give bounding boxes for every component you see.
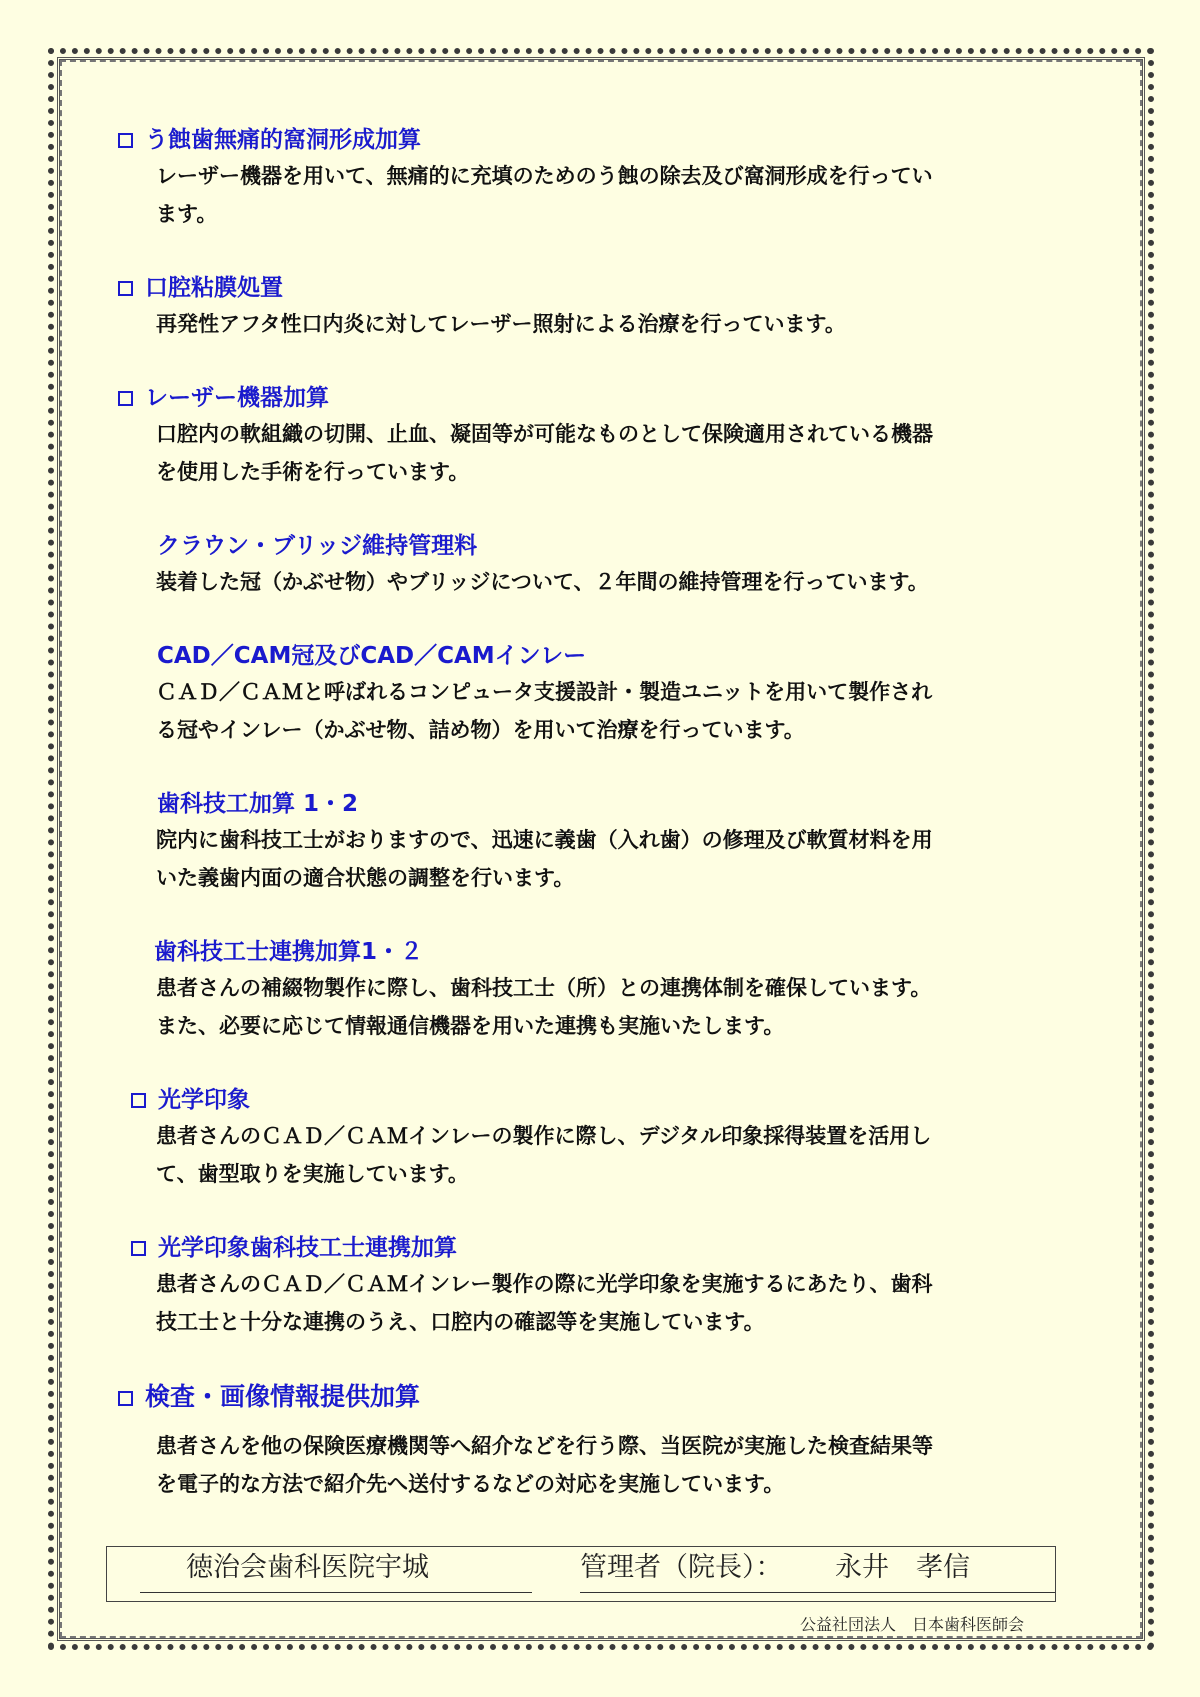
section-heading — [0, 124, 1200, 156]
body-line: 再発性アフタ性口内炎に対してレーザー照射による治療を行っています。 — [156, 312, 846, 336]
section-body — [0, 969, 1200, 1045]
body-line: 装着した冠（かぶせ物）やブリッジについて、２年間の維持管理を行っています。 — [156, 570, 929, 594]
section-heading — [0, 272, 1200, 304]
section-title: CAD／CAM冠及びCAD／CAMインレー — [157, 643, 587, 669]
section-heading — [0, 382, 1200, 414]
body-line: 患者さんの補綴物製作に際し、歯科技工士（所）との連携体制を確保しています。 — [156, 976, 932, 1000]
section-title: 歯科技工加算 1・2 — [157, 791, 359, 817]
section-body — [0, 1117, 1200, 1193]
section-heading — [0, 530, 1200, 562]
section-crown-bridge — [0, 530, 1200, 601]
clinic-underline — [140, 1592, 532, 1593]
section-cad-cam — [0, 640, 1200, 749]
body-line: いた義歯内面の適合状態の調整を行います。 — [156, 866, 575, 890]
section-body — [0, 821, 1200, 897]
body-line: 患者さんを他の保険医療機関等へ紹介などを行う際、当医院が実施した検査結果等 — [156, 1434, 933, 1458]
checkbox-icon — [131, 1093, 146, 1108]
section-heading — [0, 640, 1200, 672]
section-body — [0, 157, 1200, 233]
section-title: クラウン・ブリッジ維持管理料 — [157, 533, 478, 559]
body-line: また、必要に応じて情報通信機器を用いた連携も実施いたします。 — [156, 1014, 785, 1038]
body-line: を電子的な方法で紹介先へ送付するなどの対応を実施しています。 — [156, 1472, 785, 1496]
section-title: レーザー機器加算 — [145, 385, 329, 411]
section-body — [0, 415, 1200, 491]
section-body — [0, 1265, 1200, 1341]
checkbox-icon — [118, 1391, 133, 1406]
section-title: 光学印象 — [158, 1087, 250, 1113]
section-body — [0, 563, 1200, 601]
section-body — [0, 1427, 1200, 1503]
section-oral-mucosa — [0, 272, 1200, 343]
body-line: 院内に歯科技工士がおりますので、迅速に義歯（入れ歯）の修理及び軟質材料を用 — [156, 828, 933, 852]
section-title: 口腔粘膜処置 — [145, 275, 283, 301]
section-laser — [0, 382, 1200, 491]
section-uso-painless — [0, 124, 1200, 233]
footer-association: 公益社団法人 日本歯科医師会 — [800, 1615, 1025, 1634]
body-line: レーザー機器を用いて、無痛的に充填のためのう蝕の除去及び窩洞形成を行ってい — [156, 164, 933, 188]
body-line: ＣＡＤ／ＣＡＭと呼ばれるコンピュータ支援設計・製造ユニットを用いて製作され — [156, 680, 933, 704]
section-title: 光学印象歯科技工士連携加算 — [158, 1235, 457, 1261]
section-technician-coop — [0, 936, 1200, 1045]
body-line: て、歯型取りを実施しています。 — [156, 1162, 469, 1186]
clinic-name: 徳治会歯科医院宇城 — [186, 1552, 429, 1583]
section-title: う蝕歯無痛的窩洞形成加算 — [145, 127, 421, 153]
manager-underline — [580, 1592, 1055, 1593]
section-heading — [0, 788, 1200, 820]
manager-name: 永井 孝信 — [835, 1552, 970, 1583]
section-body — [0, 305, 1200, 343]
body-line: 患者さんのＣＡＤ／ＣＡＭインレーの製作に際し、デジタル印象採得装置を活用し — [156, 1124, 932, 1148]
manager-label: 管理者（院長）： — [580, 1552, 783, 1583]
body-line: 技工士と十分な連携のうえ、口腔内の確認等を実施しています。 — [156, 1310, 765, 1334]
section-heading — [0, 1381, 1200, 1413]
checkbox-icon — [118, 281, 133, 296]
body-line: 口腔内の軟組織の切開、止血、凝固等が可能なものとして保険適用されている機器 — [156, 422, 933, 446]
section-optical-impression — [0, 1084, 1200, 1193]
section-optical-technician-coop — [0, 1232, 1200, 1341]
section-title: 検査・画像情報提供加算 — [145, 1382, 421, 1411]
section-dental-technician — [0, 788, 1200, 897]
checkbox-icon — [118, 391, 133, 406]
body-line: 患者さんのＣＡＤ／ＣＡＭインレー製作の際に光学印象を実施するにあたり、歯科 — [156, 1272, 933, 1296]
section-heading — [0, 1084, 1200, 1116]
section-title: 歯科技工士連携加算1・２ — [154, 939, 424, 965]
section-heading — [0, 1232, 1200, 1264]
body-line: る冠やインレー（かぶせ物、詰め物）を用いて治療を行っています。 — [156, 718, 805, 742]
checkbox-icon — [118, 133, 133, 148]
body-line: ます。 — [156, 202, 218, 226]
section-heading — [0, 936, 1200, 968]
section-body — [0, 673, 1200, 749]
section-exam-image-info — [0, 1381, 1200, 1503]
checkbox-icon — [131, 1241, 146, 1256]
body-line: を使用した手術を行っています。 — [156, 460, 470, 484]
